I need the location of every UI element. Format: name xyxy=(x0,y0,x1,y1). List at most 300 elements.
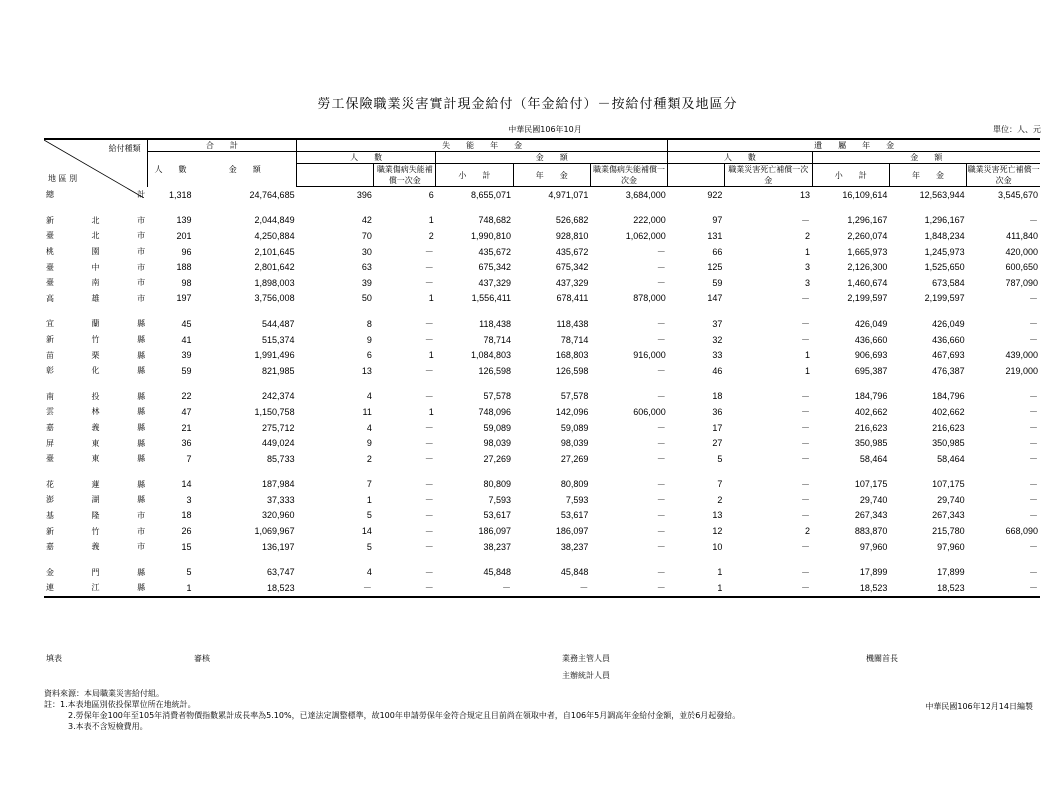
region-name: 苗栗縣 xyxy=(46,350,146,360)
region-cell xyxy=(44,363,147,379)
cell-dis-pen: 45,848 xyxy=(560,567,589,578)
dis-lump-col: 職業傷病失能補償一次金 xyxy=(590,164,667,187)
table-row xyxy=(44,213,1040,229)
region-name: 臺北市 xyxy=(46,231,146,241)
cell-dis-sub: 45,848 xyxy=(483,567,512,578)
cell-sur-n: 1 xyxy=(668,580,725,597)
cell-sur-n: 131 xyxy=(707,230,723,241)
cell-sur-pen: 1,848,234 xyxy=(924,230,965,241)
cell-sur-n: 12 xyxy=(712,526,723,537)
table-row xyxy=(44,435,1040,451)
cell-sur-lump-n: 13 xyxy=(800,189,811,200)
cell-dis-n: 4 xyxy=(366,567,372,578)
cell-sur-sub: 695,387 xyxy=(854,365,888,376)
type-label: 給付種類 xyxy=(108,144,141,153)
cell-dis-n: 11 xyxy=(362,406,372,417)
cell-total-amt: 320,960 xyxy=(262,510,295,521)
cell-dis-pen: 118,438 xyxy=(556,318,589,329)
cell-dis-lump: － xyxy=(656,262,666,273)
cell-sur-lump: 411,840 xyxy=(1006,230,1038,241)
cell-sur-sub: 883,870 xyxy=(854,526,888,537)
cell-sur-pen: 426,049 xyxy=(932,318,965,329)
cell-dis-lump-n: － xyxy=(424,391,434,402)
region-cell xyxy=(44,435,147,451)
cell-dis-pen: 678,411 xyxy=(556,293,589,304)
cell-sur-pen: 216,623 xyxy=(932,422,965,433)
cell-sur-lump: － xyxy=(967,580,1040,597)
cell-total-n: 39 xyxy=(181,350,192,361)
cell-dis-n: 4 xyxy=(366,422,372,433)
cell-dis-pen: 928,810 xyxy=(555,230,589,241)
corner-header xyxy=(44,139,147,187)
cell-dis-lump-n: － xyxy=(424,366,434,377)
region-cell xyxy=(44,389,147,405)
cell-sur-lump-n: － xyxy=(801,542,811,553)
cell-sur-sub: 436,660 xyxy=(854,334,888,345)
report-period: 中華民國106年10月 xyxy=(508,125,582,134)
cell-dis-lump: － xyxy=(656,479,666,490)
cell-dis-sub: 78,714 xyxy=(483,334,512,345)
cell-total-n: 3 xyxy=(186,494,192,505)
notes xyxy=(44,688,1044,732)
cell-total-amt: 4,250,884 xyxy=(254,230,295,241)
cell-sur-lump-n: － xyxy=(801,479,811,490)
table-row xyxy=(44,492,1040,508)
total-amount-header: 金 額 xyxy=(228,164,261,174)
table-row xyxy=(44,451,1040,467)
spacer-cell xyxy=(44,203,1040,213)
cell-dis-pen: 7,593 xyxy=(565,494,589,505)
spacer-cell xyxy=(44,554,1040,564)
cell-sur-sub: 184,796 xyxy=(854,391,888,402)
cell-sur-n: 10 xyxy=(712,541,723,552)
region-name: 澎湖縣 xyxy=(46,495,146,505)
cell-dis-lump: － xyxy=(656,542,666,553)
cell-total-n: 201 xyxy=(176,230,192,241)
cell-sur-lump: 439,000 xyxy=(1005,350,1038,361)
cell-total-amt: 242,374 xyxy=(262,391,295,402)
cell-sur-lump-n: － xyxy=(801,423,811,434)
statistician-label: 主辦統計人員 xyxy=(562,671,610,680)
cell-sur-sub: 18,523 xyxy=(812,580,889,597)
cell-sur-n: 147 xyxy=(707,293,723,304)
cell-total-n: 1,318 xyxy=(168,189,192,200)
cell-total-amt: 1,991,496 xyxy=(254,350,295,361)
spacer-cell xyxy=(44,379,1040,389)
cell-dis-lump: － xyxy=(656,247,666,258)
sur-persons-col xyxy=(668,164,725,187)
cell-sur-n: 37 xyxy=(712,318,723,329)
cell-dis-pen: 38,237 xyxy=(560,541,589,552)
region-cell xyxy=(44,420,147,436)
table-row xyxy=(44,244,1040,260)
note-1: 註：1.本表地區別依投保單位所在地統計。 xyxy=(44,700,196,709)
cell-dis-sub: 1,556,411 xyxy=(471,293,512,304)
cell-total-n: 98 xyxy=(181,277,192,288)
cell-total-amt: 449,024 xyxy=(262,438,295,449)
cell-dis-n: 9 xyxy=(366,334,372,345)
cell-total-amt: 1,150,758 xyxy=(254,406,295,417)
cell-sur-lump-n: 2 xyxy=(805,526,811,537)
sur-subtotal-col: 小 計 xyxy=(812,164,889,187)
cell-dis-n: 4 xyxy=(366,391,372,402)
cell-sur-lump: 420,000 xyxy=(1005,246,1038,257)
table-row xyxy=(44,539,1040,555)
cell-sur-lump-n: － xyxy=(724,580,812,597)
region-cell xyxy=(44,508,147,524)
cell-total-amt: 1,069,967 xyxy=(254,526,295,537)
cell-total-amt: 18,523 xyxy=(193,580,296,597)
cell-dis-lump: 1,062,000 xyxy=(625,230,666,241)
cell-dis-pen: 4,971,071 xyxy=(548,189,589,200)
cell-dis-n: 396 xyxy=(356,189,372,200)
cell-total-n: 96 xyxy=(181,246,192,257)
region-name: 桃園市 xyxy=(46,247,146,257)
cell-dis-pen: 27,269 xyxy=(560,453,589,464)
total-persons-header: 人 數 xyxy=(147,152,193,187)
cell-sur-lump: － xyxy=(1028,423,1038,434)
cell-sur-lump-n: 3 xyxy=(805,277,811,288)
cell-sur-lump: － xyxy=(1028,542,1038,553)
cell-dis-lump: － xyxy=(590,580,667,597)
group-spacer xyxy=(44,379,1040,389)
table-row xyxy=(44,508,1040,524)
cell-total-amt: 2,101,645 xyxy=(254,246,295,257)
cell-sur-sub: 1,665,973 xyxy=(847,246,888,257)
cell-total-n: 139 xyxy=(176,215,192,226)
cell-total-amt: 136,197 xyxy=(262,541,295,552)
region-name: 總計 xyxy=(46,190,146,200)
cell-sur-lump: － xyxy=(1028,454,1038,465)
cell-sur-pen: 402,662 xyxy=(932,406,965,417)
region-name: 花蓮縣 xyxy=(46,479,146,489)
supervisor-label: 業務主管人員 xyxy=(562,654,610,663)
cell-sur-sub: 29,740 xyxy=(859,494,888,505)
cell-dis-n: 50 xyxy=(361,293,372,304)
cell-sur-lump-n: － xyxy=(801,391,811,402)
cell-total-amt: 2,801,642 xyxy=(254,262,295,273)
region-cell xyxy=(44,523,147,539)
cell-dis-sub: 57,578 xyxy=(483,391,512,402)
table-row xyxy=(44,580,1040,597)
table-row xyxy=(44,275,1040,291)
table-row xyxy=(44,404,1040,420)
cell-sur-pen: 12,563,944 xyxy=(919,189,965,200)
region-cell xyxy=(44,244,147,260)
preparer-label: 填表 xyxy=(46,654,62,663)
benefit-table xyxy=(44,138,1040,598)
region-name: 臺東縣 xyxy=(46,454,146,464)
cell-sur-n: 18 xyxy=(712,391,723,402)
region-name: 宜蘭縣 xyxy=(46,319,146,329)
cell-total-n: 1 xyxy=(147,580,193,597)
table-row xyxy=(44,347,1040,363)
cell-sur-lump: 787,090 xyxy=(1005,277,1038,288)
cell-sur-pen: 58,464 xyxy=(937,453,965,464)
cell-sur-lump: － xyxy=(1028,319,1038,330)
cell-sur-sub: 1,296,167 xyxy=(847,215,888,226)
cell-sur-lump-n: － xyxy=(801,335,811,346)
cell-total-n: 41 xyxy=(181,334,192,345)
cell-sur-sub: 107,175 xyxy=(854,479,888,490)
cell-dis-n: 42 xyxy=(361,215,372,226)
cell-sur-n: 5 xyxy=(717,453,723,464)
cell-sur-n: 922 xyxy=(707,189,723,200)
cell-sur-pen: 436,660 xyxy=(932,334,965,345)
cell-dis-lump: － xyxy=(656,366,666,377)
cell-total-n: 5 xyxy=(186,567,192,578)
region-name: 金門縣 xyxy=(46,567,146,577)
region-cell xyxy=(44,477,147,493)
cell-sur-pen: 29,740 xyxy=(937,494,965,505)
group-spacer xyxy=(44,554,1040,564)
region-cell xyxy=(44,564,147,580)
cell-dis-sub: 435,672 xyxy=(478,246,512,257)
disability-amount-header: 金 額 xyxy=(436,152,668,164)
cell-dis-lump: 878,000 xyxy=(633,293,666,304)
spacer-cell xyxy=(44,467,1040,477)
cell-dis-lump: － xyxy=(656,423,666,434)
sur-lump-col: 職業災害死亡補償一次金 xyxy=(967,165,1040,185)
region-name: 高雄市 xyxy=(46,293,146,303)
cell-dis-n: 63 xyxy=(361,262,372,273)
region-name: 雲林縣 xyxy=(46,407,146,417)
cell-sur-lump: 219,000 xyxy=(1005,365,1038,376)
cell-sur-pen: 1,245,973 xyxy=(924,246,965,257)
cell-sur-lump-n: － xyxy=(801,215,811,226)
dis-subtotal-col: 小 計 xyxy=(436,164,513,187)
cell-total-n: 21 xyxy=(181,422,192,433)
cell-dis-lump-n: － xyxy=(374,580,436,597)
cell-dis-lump-n: － xyxy=(424,454,434,465)
cell-dis-sub: － xyxy=(436,580,513,597)
table-row xyxy=(44,316,1040,332)
region-cell xyxy=(44,228,147,244)
cell-sur-sub: 1,460,674 xyxy=(847,277,888,288)
cell-sur-lump-n: － xyxy=(801,510,811,521)
cell-sur-pen: 267,343 xyxy=(932,510,965,521)
cell-total-n: 59 xyxy=(181,365,192,376)
head-label: 機關首長 xyxy=(866,654,898,663)
table-row xyxy=(44,228,1040,244)
cell-dis-sub: 8,655,071 xyxy=(471,189,512,200)
region-cell xyxy=(44,451,147,467)
cell-sur-n: 17 xyxy=(712,422,723,433)
cell-sur-sub: 267,343 xyxy=(854,510,888,521)
cell-sur-lump-n: － xyxy=(801,567,811,578)
cell-sur-pen: 476,387 xyxy=(932,365,965,376)
cell-dis-n: 5 xyxy=(366,510,372,521)
cell-sur-lump: － xyxy=(1028,495,1038,506)
cell-dis-lump-n: － xyxy=(424,262,434,273)
cell-dis-lump: － xyxy=(656,391,666,402)
table-row xyxy=(44,564,1040,580)
total-header: 合 計 xyxy=(147,139,296,152)
table-row xyxy=(44,291,1040,307)
cell-sur-lump: － xyxy=(1028,510,1038,521)
table-row xyxy=(44,420,1040,436)
cell-sur-lump-n: － xyxy=(801,319,811,330)
cell-dis-lump: 916,000 xyxy=(633,350,666,361)
cell-dis-pen: 437,329 xyxy=(555,277,589,288)
cell-dis-sub: 7,593 xyxy=(488,494,512,505)
cell-sur-sub: 2,126,300 xyxy=(847,262,888,273)
cell-dis-lump: － xyxy=(656,454,666,465)
region-name: 連江縣 xyxy=(46,583,146,593)
cell-dis-lump: － xyxy=(656,567,666,578)
cell-sur-sub: 2,199,597 xyxy=(847,293,888,304)
region-name: 新竹市 xyxy=(46,526,146,536)
cell-sur-n: 59 xyxy=(712,277,723,288)
cell-sur-pen: 215,780 xyxy=(932,526,965,537)
cell-total-n: 36 xyxy=(181,438,192,449)
cell-dis-pen: 53,617 xyxy=(560,510,589,521)
cell-sur-sub: 402,662 xyxy=(854,406,888,417)
cell-total-amt: 1,898,003 xyxy=(254,277,295,288)
cell-dis-n: － xyxy=(297,580,374,597)
cell-sur-pen: 107,175 xyxy=(932,479,965,490)
cell-sur-lump-n: － xyxy=(801,454,811,465)
cell-dis-sub: 1,990,810 xyxy=(471,230,512,241)
region-cell xyxy=(44,347,147,363)
cell-sur-lump: － xyxy=(1028,215,1038,226)
cell-sur-sub: 16,109,614 xyxy=(842,189,888,200)
cell-total-amt: 275,712 xyxy=(262,422,295,433)
region-name: 臺南市 xyxy=(46,278,146,288)
cell-sur-pen: 350,985 xyxy=(932,438,965,449)
group-spacer xyxy=(44,306,1040,316)
dis-persons-col xyxy=(297,164,374,187)
region-name: 基隆市 xyxy=(46,510,146,520)
cell-dis-pen: － xyxy=(513,580,590,597)
cell-dis-lump-n: － xyxy=(424,438,434,449)
cell-dis-lump: － xyxy=(656,526,666,537)
cell-sur-lump-n: 2 xyxy=(805,230,811,241)
cell-sur-pen: 2,199,597 xyxy=(924,293,965,304)
cell-total-n: 7 xyxy=(186,453,192,464)
cell-dis-sub: 748,682 xyxy=(478,215,512,226)
cell-dis-sub: 186,097 xyxy=(478,526,512,537)
compiled-date: 中華民國106年12月14日編製 xyxy=(925,702,1033,711)
table-row xyxy=(44,259,1040,275)
cell-dis-lump-n: － xyxy=(424,423,434,434)
cell-sur-lump: 3,545,670 xyxy=(997,189,1038,200)
cell-dis-lump-n: － xyxy=(424,526,434,537)
cell-total-amt: 515,374 xyxy=(262,334,295,345)
cell-dis-pen: 186,097 xyxy=(555,526,589,537)
unit-label: 單位：人、元 xyxy=(993,125,1041,134)
cell-dis-pen: 98,039 xyxy=(560,438,589,449)
cell-dis-n: 8 xyxy=(366,318,372,329)
cell-dis-sub: 437,329 xyxy=(478,277,512,288)
sur-pension-col: 年 金 xyxy=(889,164,966,187)
cell-dis-sub: 748,096 xyxy=(478,406,512,417)
cell-dis-lump-n: 1 xyxy=(428,350,434,361)
cell-total-amt: 24,764,685 xyxy=(249,189,295,200)
cell-dis-n: 6 xyxy=(366,350,372,361)
cell-sur-lump-n: － xyxy=(801,495,811,506)
cell-total-amt: 821,985 xyxy=(262,365,295,376)
cell-dis-sub: 98,039 xyxy=(483,438,512,449)
cell-sur-pen: 467,693 xyxy=(932,350,965,361)
table-row xyxy=(44,523,1040,539)
cell-total-n: 45 xyxy=(181,318,192,329)
cell-sur-pen: 97,960 xyxy=(937,541,965,552)
cell-total-amt: 544,487 xyxy=(262,318,295,329)
cell-sur-lump-n: 1 xyxy=(805,365,811,376)
cell-dis-lump: － xyxy=(656,438,666,449)
region-name: 彰化縣 xyxy=(46,366,146,376)
disability-persons-header: 人 數 xyxy=(297,152,436,164)
cell-dis-lump-n: － xyxy=(424,319,434,330)
cell-dis-n: 39 xyxy=(361,277,372,288)
cell-total-n: 47 xyxy=(181,406,192,417)
cell-sur-lump-n: 1 xyxy=(805,350,811,361)
cell-sur-n: 125 xyxy=(707,262,723,273)
region-cell xyxy=(44,316,147,332)
cell-dis-lump: 3,684,000 xyxy=(625,189,666,200)
cell-total-n: 15 xyxy=(181,541,192,552)
cell-dis-pen: 59,089 xyxy=(560,422,589,433)
cell-sur-lump: － xyxy=(1028,407,1038,418)
cell-dis-sub: 53,617 xyxy=(483,510,512,521)
region-cell xyxy=(44,539,147,555)
cell-sur-lump: － xyxy=(1028,335,1038,346)
cell-dis-lump-n: － xyxy=(424,495,434,506)
cell-dis-n: 70 xyxy=(361,230,372,241)
cell-sur-pen: 184,796 xyxy=(932,391,965,402)
cell-sur-lump-n: － xyxy=(801,407,811,418)
cell-sur-lump-n: － xyxy=(801,438,811,449)
cell-sur-lump-n: 3 xyxy=(805,262,811,273)
dis-lump-persons-col: 職業傷病失能補償一次金 xyxy=(374,164,436,187)
region-cell xyxy=(44,404,147,420)
survivor-persons-header: 人 數 xyxy=(668,152,812,164)
cell-dis-pen: 126,598 xyxy=(555,365,589,376)
cell-dis-sub: 675,342 xyxy=(478,262,512,273)
table-row xyxy=(44,477,1040,493)
cell-dis-n: 30 xyxy=(361,246,372,257)
group-spacer xyxy=(44,467,1040,477)
cell-sur-n: 32 xyxy=(712,334,723,345)
cell-total-amt: 85,733 xyxy=(267,453,295,464)
cell-dis-lump-n: 1 xyxy=(428,406,434,417)
cell-dis-pen: 142,096 xyxy=(555,406,589,417)
cell-dis-pen: 675,342 xyxy=(555,262,589,273)
cell-sur-n: 13 xyxy=(712,510,723,521)
cell-dis-lump-n: 2 xyxy=(428,230,434,241)
cell-dis-pen: 80,809 xyxy=(560,479,589,490)
cell-total-amt: 63,747 xyxy=(267,567,295,578)
cell-sur-lump: － xyxy=(1028,438,1038,449)
cell-sur-pen: 1,525,650 xyxy=(924,262,965,273)
cell-dis-lump: － xyxy=(656,319,666,330)
cell-total-n: 22 xyxy=(181,391,192,402)
cell-sur-pen: 17,899 xyxy=(937,567,965,578)
cell-total-n: 26 xyxy=(181,526,192,537)
dis-pension-col: 年 金 xyxy=(513,164,590,187)
cell-sur-lump-n: 1 xyxy=(805,246,811,257)
sur-lump-persons-col: 職業災害死亡補償一次金 xyxy=(724,164,812,187)
region-name: 嘉義縣 xyxy=(46,423,146,433)
note-3: 3.本表不含短檢費用。 xyxy=(68,722,148,731)
group-spacer xyxy=(44,203,1040,213)
cell-sur-sub: 17,899 xyxy=(859,567,888,578)
cell-dis-pen: 168,803 xyxy=(555,350,589,361)
cell-dis-n: 9 xyxy=(366,438,372,449)
region-name: 屏東縣 xyxy=(46,438,146,448)
cell-total-n: 18 xyxy=(181,510,192,521)
